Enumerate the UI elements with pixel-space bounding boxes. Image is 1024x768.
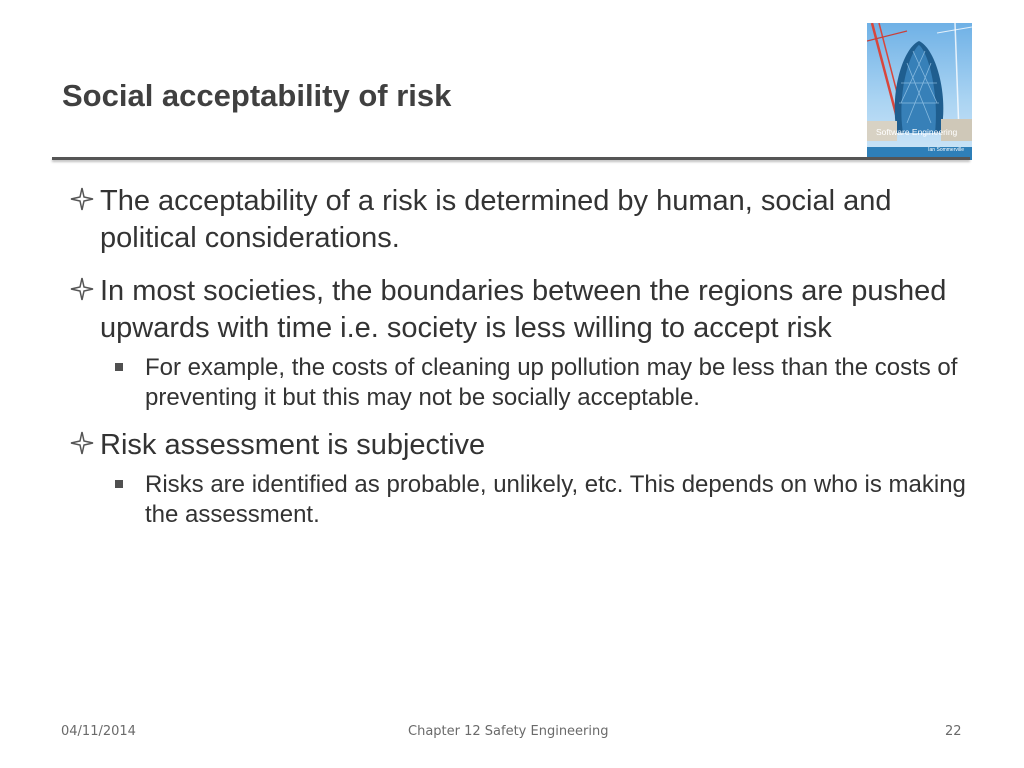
sub-bullet-text: Risks are identified as probable, unlikely, etc. This depends on who is making the assessment. bbox=[145, 471, 966, 528]
footer-date: 04/11/2014 bbox=[61, 724, 136, 739]
square-bullet-icon bbox=[115, 363, 123, 371]
bullet-item bbox=[70, 427, 970, 464]
four-point-star-icon bbox=[70, 187, 94, 211]
sub-bullet-item bbox=[145, 470, 970, 530]
slide-title: Social acceptability of risk bbox=[62, 78, 452, 113]
four-point-star-icon bbox=[70, 431, 94, 455]
bullet-item bbox=[70, 273, 970, 347]
footer-page-number: 22 bbox=[945, 724, 962, 739]
bullet-item bbox=[70, 183, 970, 257]
slide-content bbox=[70, 183, 970, 544]
bullet-text: Risk assessment is subjective bbox=[100, 429, 486, 461]
cover-title: Software Engineering bbox=[876, 127, 958, 137]
cover-author: Ian Sommerville bbox=[928, 147, 964, 153]
sub-bullet-item bbox=[145, 353, 970, 413]
sub-bullet-text: For example, the costs of cleaning up pollution may be less than the costs of preventing it but this may not be socially acceptable. bbox=[145, 354, 958, 411]
title-divider bbox=[52, 157, 970, 160]
square-bullet-icon bbox=[115, 480, 123, 488]
four-point-star-icon bbox=[70, 277, 94, 301]
bullet-text: The acceptability of a risk is determined by human, social and political considerations. bbox=[100, 185, 892, 254]
gherkin-building-illustration bbox=[867, 23, 972, 160]
book-cover-image bbox=[867, 23, 972, 160]
bullet-text: In most societies, the boundaries between the regions are pushed upwards with time i.e. society is less willing to accept risk bbox=[100, 275, 947, 344]
footer-chapter: Chapter 12 Safety Engineering bbox=[408, 724, 609, 739]
